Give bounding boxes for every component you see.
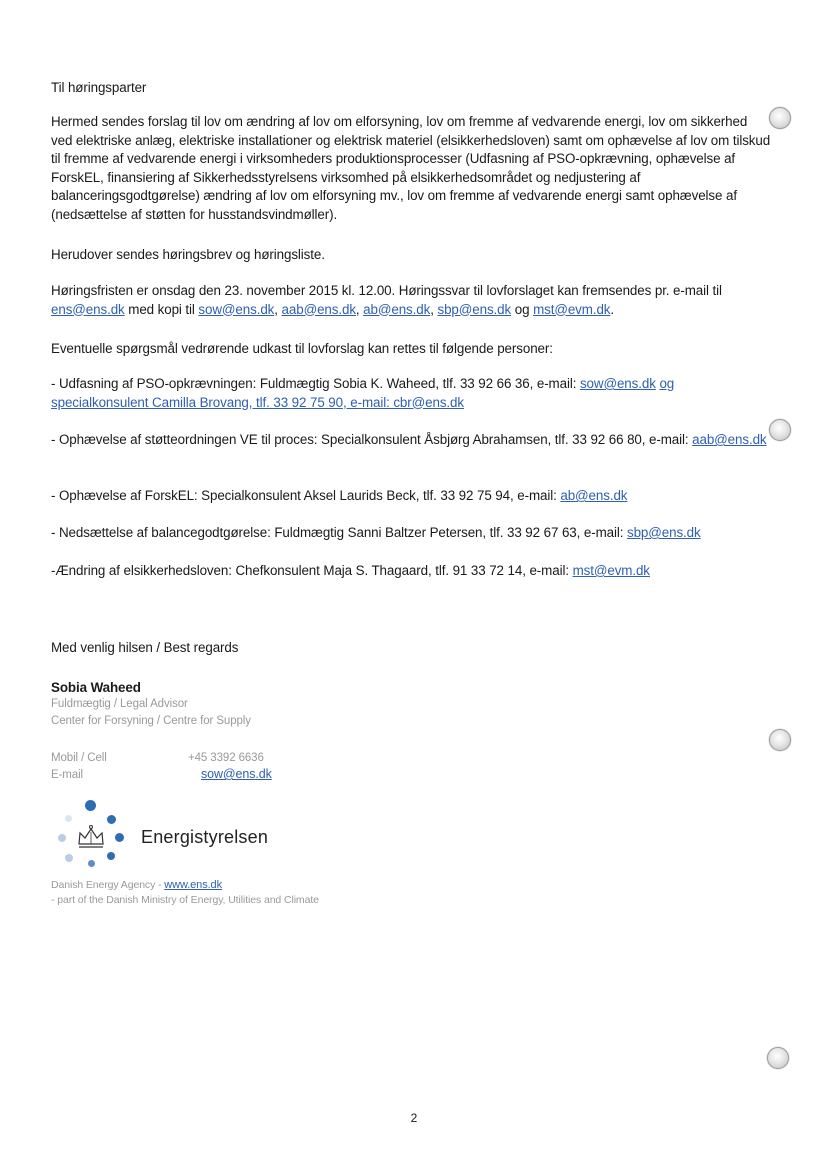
punch-hole-2 [769, 419, 791, 441]
contact-item [51, 562, 771, 581]
contact-text: -Ændring af elsikkerhedsloven: Chefkonsulent Maja S. Thagaard, tlf. 91 33 72 14, e-mail: [51, 563, 569, 578]
signature-email-link[interactable]: sow@ens.dk [201, 767, 272, 781]
punch-hole-1 [769, 107, 791, 129]
punch-hole-4 [767, 1047, 789, 1069]
email-link-mst[interactable]: mst@evm.dk [533, 301, 611, 317]
agency-website-link[interactable]: www.ens.dk [164, 879, 222, 891]
signature-department: Center for Forsyning / Centre for Supply [51, 715, 251, 727]
logo-dot [58, 834, 66, 842]
email-link-sow[interactable]: sow@ens.dk [198, 301, 275, 317]
signature-email [201, 765, 272, 784]
closing: Med venlig hilsen / Best regards [51, 640, 239, 655]
contact-item [51, 375, 771, 412]
contact-email[interactable]: sow@ens.dk [579, 376, 656, 391]
logo-dot [65, 854, 73, 862]
intro-paragraph: Hermed sendes forslag til lov om ændring af lov om elforsyning, lov om fremme af vedvarende energi, lov om sikkerhed ved elektriske anlæg, elektriske installationer og elektrisk materiel (elsikkerhedsloven) samt om ophævelse af lov om tilskud til fremme af vedvarende energi i virksomheders produktionsprocesser (Udfasning af PSO-opkrævning, ophævelse af ForskEL, finansiering af Sikkerhedsstyrelsens virksomhed på elsikkerhedsområdet og nedjustering af balanceringsgodtgørelse) ændring af lov om elforsyning mv., lov om fremme af vedvarende energi samt ophævelse af (nedsættelse af støtten for husstandsvindmøller). [51, 114, 771, 222]
contact-email[interactable]: sbp@ens.dk [626, 525, 701, 540]
logo-dot [115, 833, 124, 842]
and-text: og [514, 301, 530, 317]
punch-hole-3 [769, 729, 791, 751]
signature-title: Fuldmægtig / Legal Advisor [51, 698, 188, 710]
contact-email[interactable]: ab@ens.dk [560, 488, 628, 503]
mobile-label: Mobil / Cell [51, 752, 107, 764]
logo-dot [65, 815, 72, 822]
signature-name: Sobia Waheed [51, 680, 141, 695]
contact-text: - Nedsættelse af balancegodtgørelse: Fuldmægtig Sanni Baltzer Petersen, tlf. 33 92 67 63, e-mail: [51, 525, 624, 540]
contact-extra[interactable]: og specialkonsulent Camilla Brovang, tlf. 33 92 75 90, e-mail: cbr@ens.dk [51, 376, 675, 410]
additional-note: Herudover sendes høringsbrev og høringsliste. [51, 247, 325, 262]
logo-dot [107, 852, 115, 860]
questions-intro: Eventuelle spørgsmål vedrørende udkast til lovforslag kan rettes til følgende personer: [51, 341, 553, 356]
deadline-paragraph: Høringsfristen er onsdag den 23. november 2015 kl. 12.00. Høringssvar til lovforslaget kan fremsendes pr. e-mail til ens@ens.dk med kopi til sow@ens.dk, aab@ens.dk, ab@ens.dk, sbp@ens.dk og mst@evm.dk. [51, 283, 722, 317]
contact-item [51, 524, 771, 543]
crown-icon [76, 824, 106, 850]
email-link-ab[interactable]: ab@ens.dk [363, 301, 431, 317]
email-link-main[interactable]: ens@ens.dk [51, 301, 125, 317]
logo-dot [107, 815, 116, 824]
logo-dot [88, 860, 95, 867]
contact-text: - Ophævelse af ForskEL: Specialkonsulent Aksel Laurids Beck, tlf. 33 92 75 94, e-mail: [51, 488, 557, 503]
agency-prefix: Danish Energy Agency - [51, 879, 162, 891]
contact-text: - Udfasning af PSO-opkrævningen: Fuldmægtig Sobia K. Waheed, tlf. 33 92 66 36, e-mail: [51, 376, 577, 391]
email-link-aab[interactable]: aab@ens.dk [281, 301, 356, 317]
email-link-sbp[interactable]: sbp@ens.dk [437, 301, 512, 317]
ministry-line: - part of the Danish Ministry of Energy, Utilities and Climate [51, 894, 319, 906]
logo-wordmark: Energistyrelsen [141, 827, 269, 847]
deadline-text: Høringsfristen er onsdag den 23. november 2015 kl. 12.00. Høringssvar til lovforslaget kan fremsendes pr. e-mail til [51, 283, 722, 298]
energistyrelsen-logo [52, 800, 282, 880]
page-number: 2 [410, 1111, 418, 1125]
contact-text: - Ophævelse af støtteordningen VE til proces: Specialkonsulent Åsbjørg Abrahamsen, tlf. 33 92 66 80, e-mail: [51, 432, 689, 447]
contact-item [51, 487, 771, 506]
contact-item [51, 431, 771, 450]
contact-email[interactable]: aab@ens.dk [692, 432, 767, 447]
mobile-number: +45 3392 6636 [188, 752, 264, 764]
email-label: E-mail [51, 769, 83, 781]
greeting: Til høringsparter [51, 80, 147, 95]
copy-text: med kopi til [128, 301, 195, 317]
logo-dot [85, 800, 96, 811]
contact-email[interactable]: mst@evm.dk [572, 563, 650, 578]
